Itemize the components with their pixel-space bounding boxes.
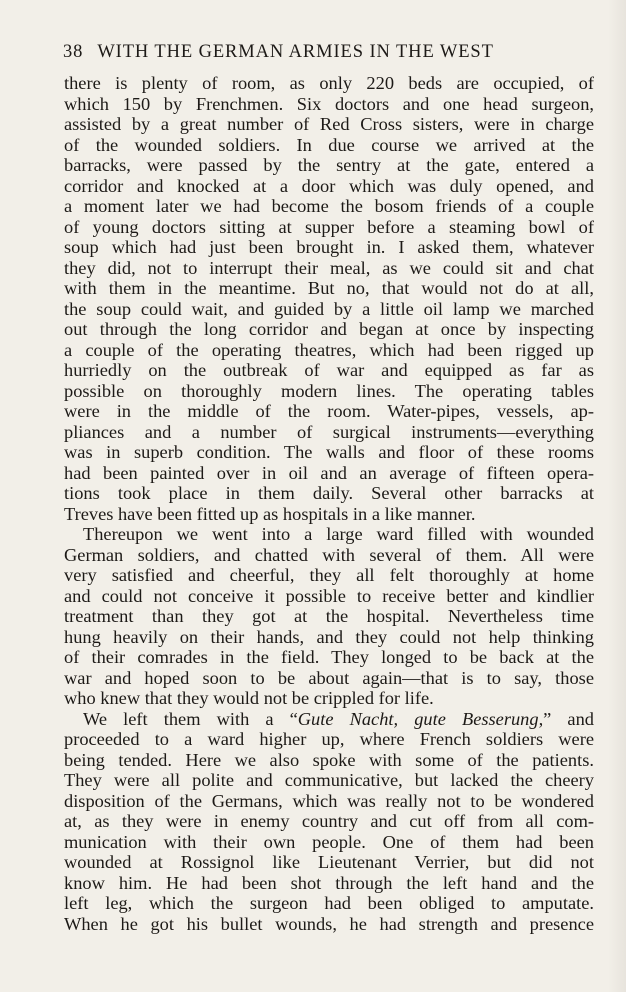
text-line: the soup could wait, and guided by a little oil lamp we marched: [64, 298, 594, 319]
text-line: assisted by a great number of Red Cross sisters, were in charge: [64, 114, 594, 134]
page-edge-shadow: [608, 0, 626, 992]
text-line: disposition of the Germans, which was really not to be wondered: [64, 790, 594, 811]
text-line: hurriedly on the outbreak of war and equipped as far as: [64, 360, 594, 380]
text-line: barracks, were passed by the sentry at the gate, entered a: [64, 155, 594, 175]
running-title: WITH THE GERMAN ARMIES IN THE WEST: [97, 42, 494, 62]
text-line: treatment than they got at the hospital. Nevertheless time: [64, 606, 594, 626]
text-line: soup which had just been brought in. I asked them, whatever: [64, 237, 594, 257]
text-line: at, as they were in enemy country and cut off from all com-: [64, 811, 594, 831]
text-line: a couple of the operating theatres, which had been rigged up: [64, 339, 594, 360]
italic-phrase: Gute Nacht, gute Besserung,: [297, 708, 544, 729]
text-line: there is plenty of room, as only 220 beds are occupied, of: [64, 73, 594, 93]
paragraph-end-line: Treves have been fitted up as hospitals in a like manner.: [64, 503, 476, 524]
text-line: possible on thoroughly modern lines. The operating tables: [64, 380, 594, 401]
text-line: war and hoped soon to be about again—that is to say, those: [64, 667, 594, 688]
text-line: of young doctors sitting at supper before a steaming bowl of: [64, 216, 594, 237]
text-line: hung heavily on their hands, and they could not help thinking: [64, 626, 594, 647]
text-line: wounded at Rossignol like Lieutenant Verrier, but did not: [64, 852, 594, 872]
body-text: [64, 73, 594, 934]
running-header: [63, 40, 563, 64]
text-line: was in superb condition. The walls and floor of these rooms: [64, 442, 594, 462]
text-fragment: We left them with a “: [83, 708, 298, 729]
text-line: and could not conceive it possible to receive better and kindlier: [64, 585, 594, 606]
text-line: with them in the meantime. But no, that would not do at all,: [64, 278, 594, 298]
text-line: German soldiers, and chatted with several of them. All were: [64, 544, 594, 565]
text-line: they did, not to interrupt their meal, as we could sit and chat: [64, 257, 594, 278]
paragraph-start-line: [64, 709, 594, 730]
text-line: munication with their own people. One of them had been: [64, 831, 594, 852]
text-line: had been painted over in oil and an average of fifteen opera-: [64, 462, 594, 483]
text-line: being tended. Here we also spoke with some of the patients.: [64, 749, 594, 770]
text-line: of their comrades in the field. They longed to be back at the: [64, 647, 594, 667]
text-line: proceeded to a ward higher up, where French soldiers were: [64, 729, 594, 749]
text-line: left leg, which the surgeon had been obliged to amputate.: [64, 893, 594, 913]
text-line: know him. He had been shot through the left hand and the: [64, 872, 594, 893]
page-number: 38: [63, 42, 84, 62]
text-line: a moment later we had become the bosom friends of a couple: [64, 196, 594, 216]
text-line: out through the long corridor and began at once by inspecting: [64, 319, 594, 339]
text-line: They were all polite and communicative, but lacked the cheery: [64, 770, 594, 790]
text-line: of the wounded soldiers. In due course we arrived at the: [64, 134, 594, 155]
text-line: very satisfied and cheerful, they all felt thoroughly at home: [64, 565, 594, 585]
text-line: were in the middle of the room. Water-pipes, vessels, ap-: [64, 401, 594, 421]
paragraph-end-line: who knew that they would not be crippled for life.: [64, 688, 434, 708]
paragraph-start-line: Thereupon we went into a large ward filled with wounded: [83, 524, 594, 544]
text-line: When he got his bullet wounds, he had strength and presence: [64, 913, 594, 934]
text-line: which 150 by Frenchmen. Six doctors and one head surgeon,: [64, 93, 594, 114]
text-line: tions took place in them daily. Several other barracks at: [64, 483, 594, 503]
text-line: pliances and a number of surgical instruments—everything: [64, 421, 594, 442]
text-line: corridor and knocked at a door which was duly opened, and: [64, 175, 594, 196]
text-fragment: ” and: [543, 708, 594, 729]
